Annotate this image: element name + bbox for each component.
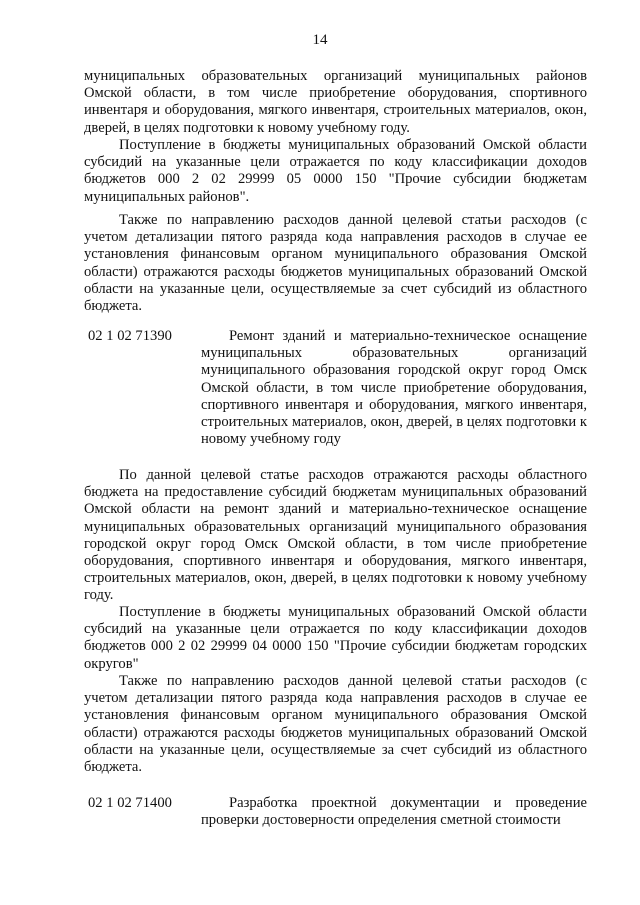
paragraph-continuation: муниципальных образовательных организаций муниципальных районов Омской области, в том числе приобретение оборудования, спортивного инвентаря и оборудования, мягкого инвентаря, строительных материалов, окон, дверей, в целях подготовки к новому учебному году. xyxy=(84,68,587,136)
paragraph-direction-expenses: Также по направлению расходов данной целевой статьи расходов (с учетом детализации пятого разряда кода направления расходов в случае ее установления финансовым органом муниципального образования Омской области) отражаются расходы бюджетов муниципальных образований Омской области на указанные цели, осуществляемые за счет субсидий из областного бюджета. xyxy=(84,212,587,315)
paragraph-income-receipt: Поступление в бюджеты муниципальных образований Омской области субсидий на указанные цели отражается по коду классификации доходов бюджетов 000 2 02 29999 05 0000 150 "Прочие субсидии бюджетам муниципальных районов". xyxy=(84,137,587,205)
entry-title-71400: Разработка проектной документации и проведение проверки достоверности определения сметной стоимости xyxy=(201,795,587,829)
paragraph-target-article: По данной целевой статье расходов отражаются расходы областного бюджета на предоставление субсидий бюджетам муниципальных образований Омской области на ремонт зданий и материально-техническое оснащение муниципальных образовательных организаций муниципального образования городской округ город Омск Омской области, в том числе приобретение оборудования, спортивного инвентаря и оборудования, мягкого инвентаря, строительных материалов, окон, дверей, в целях подготовки к новому учебному году. xyxy=(84,467,587,604)
paragraph-income-receipt-2: Поступление в бюджеты муниципальных образований Омской области субсидий на указанные цели отражается по коду классификации доходов бюджетов 000 2 02 29999 04 0000 150 "Прочие субсидии бюджетам городских округов" xyxy=(84,604,587,672)
paragraph-direction-expenses-2: Также по направлению расходов данной целевой статьи расходов (с учетом детализации пятого разряда кода направления расходов в случае ее установления финансовым органом муниципального образования Омской области) отражаются расходы бюджетов муниципальных образований Омской области на указанные цели, осуществляемые за счет субсидий из областного бюджета. xyxy=(84,673,587,776)
entry-code-71400: 02 1 02 71400 xyxy=(88,795,172,811)
page-number: 14 xyxy=(312,32,328,48)
entry-code-71390: 02 1 02 71390 xyxy=(88,328,172,344)
entry-title-71390: Ремонт зданий и материально-техническое оснащение муниципальных образовательных организаций муниципального образования городской округ город Омск Омской области, в том числе приобретение оборудования, спортивного инвентаря и оборудования, мягкого инвентаря, строительных материалов, окон, дверей, в целях подготовки к новому учебному году xyxy=(201,328,587,448)
